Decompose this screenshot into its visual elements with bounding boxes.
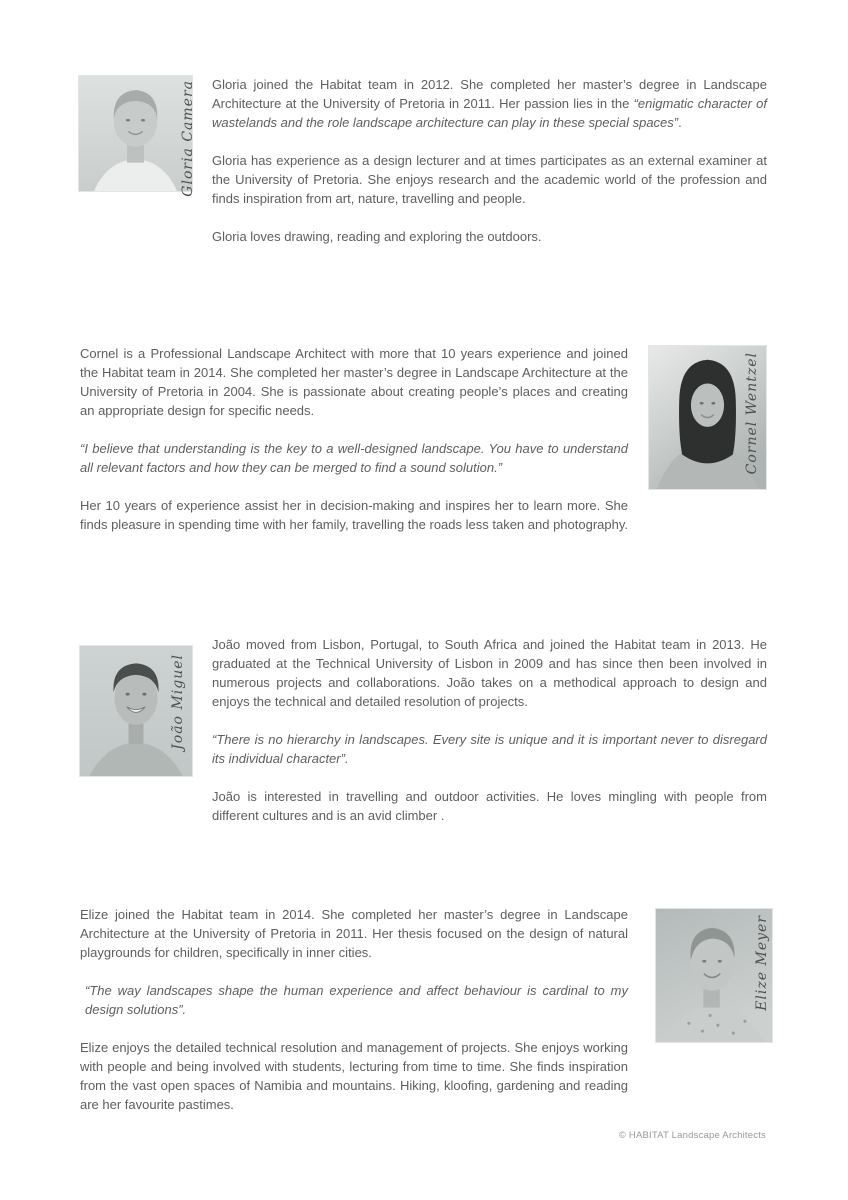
text-segment: Gloria loves drawing, reading and exploring the outdoors. xyxy=(212,229,542,244)
text-segment: Gloria joined the Habitat team in 2012. She completed her master’s degree in Landscape Architecture at the University of Pretoria in 2011. Her passion lies in the xyxy=(212,77,767,111)
elize-quote xyxy=(80,981,628,1019)
elize-signature: Elize Meyer xyxy=(754,915,770,1011)
cornel-portrait-image xyxy=(649,346,766,489)
text-segment: Gloria has experience as a design lecturer and at times participates as an external examiner at the University of Pretoria. She enjoys research and the academic world of the profession and finds inspiration from art, nature, travelling and people. xyxy=(212,153,767,206)
gloria-signature: Gloria Camera xyxy=(180,80,196,197)
text-segment: João moved from Lisbon, Portugal, to South Africa and joined the Habitat team in 2013. He graduated at the Technical University of Lisbon in 2009 and has since then been involved in numerous projects and collaborations. João takes on a methodical approach to design and enjoys the technical and detailed resolution of projects. xyxy=(212,637,767,709)
elize-bio-text xyxy=(80,905,628,1114)
text-segment: Elize joined the Habitat team in 2014. She completed her master’s degree in Landscape Architecture at the University of Pretoria in 2011. Her thesis focused on the design of natural playgrounds for children, specifically in inner cities. xyxy=(80,907,628,960)
joao-paragraph-1 xyxy=(212,635,767,711)
cornel-bio-text xyxy=(80,344,628,534)
cornel-paragraph-3 xyxy=(80,496,628,534)
elize-portrait-image xyxy=(656,909,772,1042)
bio-section-elize xyxy=(80,905,773,1114)
elize-portrait-photo xyxy=(655,908,773,1043)
cornel-signature: Cornel Wentzel xyxy=(744,352,760,475)
gloria-paragraph-1 xyxy=(212,75,767,132)
text-segment-italic: “There is no hierarchy in landscapes. Every site is unique and it is important never to disregard its individual character”. xyxy=(212,732,767,766)
gloria-bio-text xyxy=(212,75,767,246)
bio-section-gloria xyxy=(78,75,767,246)
copyright-credit: © HABITAT Landscape Architects xyxy=(618,1130,766,1141)
text-segment-italic: “I believe that understanding is the key to a well-designed landscape. You have to understand all relevant factors and how they can be merged to find a sound solution.” xyxy=(80,441,628,475)
text-segment: Cornel is a Professional Landscape Architect with more that 10 years experience and joined the Habitat team in 2014. She completed her master’s degree in Landscape Architecture at the University of Pretoria in 2004. She is passionate about creating people’s places and creating an appropriate design for specific needs. xyxy=(80,346,628,418)
text-segment-italic: “The way landscapes shape the human experience and affect behaviour is cardinal to my design solutions”. xyxy=(85,983,628,1017)
text-segment: Elize enjoys the detailed technical resolution and management of projects. She enjoys working with people and being involved with students, lecturing from time to time. She finds inspiration from the vast open spaces of Namibia and mountains. Hiking, kloofing, gardening and reading are her favourite pastimes. xyxy=(80,1040,628,1112)
gloria-photo-column xyxy=(78,75,196,197)
cornel-quote xyxy=(80,439,628,477)
gloria-portrait-image xyxy=(79,76,192,191)
joao-photo-column xyxy=(79,635,193,777)
joao-quote xyxy=(212,730,767,768)
elize-photo-column xyxy=(655,905,773,1043)
bio-section-cornel xyxy=(80,344,767,534)
cornel-portrait-photo xyxy=(648,345,767,490)
text-segment-italic: “enigmatic character of wastelands and the role landscape architecture can play in these special spaces” xyxy=(212,96,767,130)
bio-section-joao xyxy=(79,635,767,825)
text-segment: João is interested in travelling and outdoor activities. He loves mingling with people from different cultures and is an avid climber . xyxy=(212,789,767,823)
text-segment: Her 10 years of experience assist her in decision-making and inspires her to learn more. She finds pleasure in spending time with her family, travelling the roads less taken and photography. xyxy=(80,498,628,532)
joao-bio-text xyxy=(212,635,767,825)
cornel-paragraph-1 xyxy=(80,344,628,420)
elize-paragraph-1 xyxy=(80,905,628,962)
joao-signature: João Miguel xyxy=(170,654,186,750)
gloria-paragraph-3 xyxy=(212,227,767,246)
gloria-paragraph-2 xyxy=(212,151,767,208)
gloria-portrait-photo xyxy=(78,75,196,197)
text-segment: . xyxy=(678,115,682,130)
elize-paragraph-3 xyxy=(80,1038,628,1114)
joao-portrait-image xyxy=(80,646,192,776)
joao-portrait-photo xyxy=(79,645,193,777)
cornel-photo-column xyxy=(648,344,767,490)
joao-paragraph-3 xyxy=(212,787,767,825)
